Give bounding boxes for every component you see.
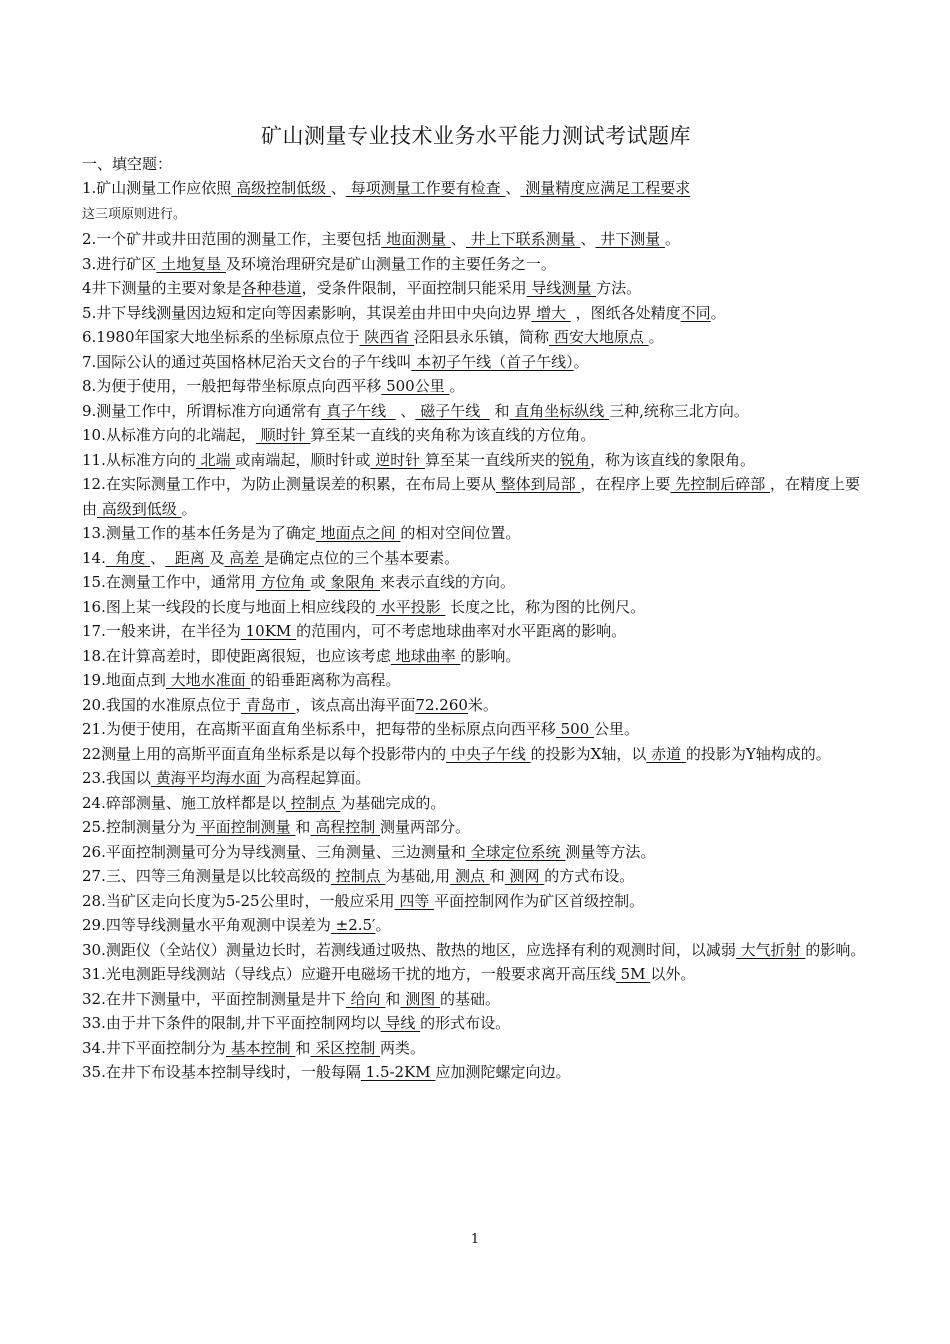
question-text: 32.在井下测量中，平面控制测量是井下 [82, 989, 346, 1008]
page-number: 1 [470, 1232, 480, 1247]
question-item [82, 1011, 870, 1036]
question-text: 是确定点位的三个基本要素。 [264, 548, 460, 567]
answer-blank: 逆时针 [370, 450, 425, 469]
answer-blank: 72.260 [415, 695, 468, 714]
question-text: 。 [573, 352, 589, 371]
answer-blank: 不同 [680, 303, 711, 322]
question-item [82, 913, 870, 938]
question-text: 、 [330, 179, 346, 197]
answer-blank: 赤道 [646, 744, 686, 763]
question-text: 6.1980年国家大地坐标系的坐标原点位于 [82, 328, 360, 346]
question-text: 算至某一直线所夹的 [424, 450, 560, 469]
question-item [82, 399, 870, 424]
section-heading: 一、填空题： [82, 155, 173, 173]
question-text: 或南端起，顺时针或 [235, 450, 371, 469]
question-item [82, 791, 870, 816]
question-text: 1.矿山测量工作应依照 [82, 179, 232, 197]
question-text: 30.测距仪（全站仪）测量边长时，若测线通过吸热、散热的地区，应选择有利的观测时间，以减弱 [82, 940, 736, 959]
question-text: 26.平面控制测量可分为导线测量、三角测量、三边测量和 [82, 842, 466, 861]
answer-blank: 采区控制 [310, 1038, 380, 1057]
question-item [82, 1060, 870, 1085]
question-item [82, 962, 870, 987]
question-text: 35.在井下布设基本控制导线时，一般每隔 [82, 1063, 361, 1081]
answer-blank: 各种巷道 [241, 279, 302, 297]
answer-blank: 黄海平均海水面 [150, 769, 266, 787]
question-text: ，称为该直线的象限角。 [590, 450, 756, 469]
answer-blank: 顺时针 [255, 426, 311, 444]
answer-blank: 角度 [105, 548, 151, 567]
answer-blank: 高程控制 [310, 818, 380, 836]
question-text: 34.井下平面控制分为 [82, 1038, 226, 1057]
answer-blank: 5M [615, 965, 651, 983]
question-text: 17.一般来讲，在半径为 [82, 622, 241, 640]
question-text: 应加测陀螺定向边。 [435, 1063, 571, 1081]
answer-blank: 平面控制测量 [195, 818, 296, 836]
question-text: 16.图上某一线段的长度与地面上相应线段的 [82, 597, 376, 616]
answer-blank: 导线测量 [526, 279, 597, 297]
answer-blank: 高差 [224, 548, 265, 567]
question-text: ，该点高出海平面 [295, 695, 416, 714]
question-text: 。 [710, 303, 726, 322]
answer-blank: 距离 [165, 548, 210, 567]
question-text: 12.在实际测量工作中，为防止测量误差的积累，在布局上要从 [82, 475, 496, 493]
question-text: 20.我国的水准原点位于 [82, 695, 241, 714]
question-text: 和 [385, 989, 401, 1008]
question-text: 、 [450, 230, 466, 248]
answer-blank: 磁子午线 [415, 401, 490, 420]
answer-blank: 方位角 [255, 573, 311, 591]
question-text: 。 [665, 230, 681, 248]
answer-blank: 整体到局部 [495, 475, 581, 493]
question-text: 为基础,用 [385, 867, 451, 885]
answer-blank: 地面点之间 [315, 524, 401, 542]
question-item [82, 521, 870, 546]
answer-blank: 真子午线 [321, 401, 396, 420]
question-text: 的投影为Y轴构成的。 [685, 744, 831, 763]
answer-blank: 北端 [195, 450, 236, 469]
question-text: 的影响。 [460, 646, 521, 665]
question-text: 7.国际公认的通过英国格林尼治天文台的子午线叫 [82, 352, 412, 371]
question-text: 8.为便于使用，一般把每带坐标原点向西平移 [82, 377, 382, 395]
answer-blank: 本初子午线（首子午线） [411, 352, 574, 371]
question-text: 和 [489, 401, 510, 420]
answer-blank: 直角坐标纵线 [509, 401, 610, 420]
question-text: 4井下测量的主要对象是 [82, 279, 242, 297]
question-item [82, 570, 870, 595]
question-text: 19.地面点到 [82, 671, 166, 689]
answer-blank: 西安大地原点 [549, 328, 649, 346]
question-item [82, 717, 870, 742]
answer-blank: 每项测量工作要有检查 [345, 179, 506, 197]
answer-blank: 基本控制 [225, 1038, 296, 1057]
answer-blank: 陕西省 [359, 328, 415, 346]
question-text: 方法。 [596, 279, 642, 297]
question-item [82, 668, 870, 693]
question-text: 测量等方法。 [565, 842, 656, 861]
answer-blank: 土地复垦 [156, 254, 226, 273]
question-text: 的形式布设。 [420, 1014, 511, 1032]
answer-blank: ±2.5′ [330, 916, 376, 934]
question-text: 米。 [467, 695, 498, 714]
question-text: 和 [295, 1038, 311, 1057]
question-text: ，在精度上要由 [82, 475, 860, 518]
question-text: 。 [375, 916, 391, 934]
question-text: 为基础完成的。 [340, 793, 446, 812]
question-text: 24.碎部测量、施工放样都是以 [82, 793, 286, 812]
question-text: 。 [181, 499, 197, 518]
answer-blank: 测网 [504, 867, 545, 885]
question-item [82, 766, 870, 791]
question-text: 泾阳县永乐镇，简称 [414, 328, 550, 346]
question-text: 31.光电测距导线测站（导线点）应避开电磁场干扰的地方，一般要求离开高压线 [82, 965, 616, 983]
question-item [82, 472, 870, 521]
question-item [82, 864, 870, 889]
answer-blank: 水平投影 [375, 597, 446, 616]
question-text: ，在程序上要 [580, 475, 671, 493]
question-item [82, 276, 870, 301]
question-item [82, 889, 870, 914]
question-text: 两类。 [379, 1038, 425, 1057]
question-text: 的方式布设。 [544, 867, 635, 885]
question-text: 29.四等导线测量水平角观测中误差为 [82, 916, 331, 934]
question-text: 为高程起算面。 [265, 769, 371, 787]
question-text: 的铅垂距离称为高程。 [250, 671, 401, 689]
question-text: 来表示直线的方向。 [379, 573, 515, 591]
answer-blank: 测图 [400, 989, 440, 1008]
question-text: 及 [209, 548, 225, 567]
question-text: 的范围内，可不考虑地球曲率对水平距离的影响。 [296, 622, 627, 640]
question-text: 13.测量工作的基本任务是为了确定 [82, 524, 316, 542]
question-text: 的影响。 [805, 940, 866, 959]
question-text: 这三项原则进行。 [82, 206, 187, 222]
answer-blank: 控制点 [330, 867, 386, 885]
answer-blank: 测量精度应满足工程要求 [520, 179, 691, 197]
question-text: 28.当矿区走向长度为5-25公里时，一般应采用 [82, 891, 395, 910]
answer-blank: 导线 [380, 1014, 421, 1032]
question-item [82, 840, 870, 865]
answer-blank: 全球定位系统 [465, 842, 566, 861]
question-text: 33.由于井下条件的限制,井下平面控制网均以 [82, 1014, 381, 1032]
document-page [82, 122, 870, 1085]
question-text: 3.进行矿区 [82, 254, 157, 273]
answer-blank: 大地水准面 [165, 671, 251, 689]
answer-blank: 10KM [240, 622, 297, 640]
question-list [82, 176, 870, 1085]
question-text: 2.一个矿井或井田范围的测量工作，主要包括 [82, 230, 382, 248]
answer-blank: 先控制后碎部 [670, 475, 770, 493]
question-item [82, 448, 870, 473]
question-text: 14. [82, 548, 106, 567]
answer-blank: 1.5-2KM [360, 1063, 436, 1081]
question-item [82, 619, 870, 644]
question-text: 、 [505, 179, 521, 197]
question-text: 、 [580, 230, 596, 248]
question-text: 23.我国以 [82, 769, 151, 787]
question-text: 的基础。 [439, 989, 500, 1008]
question-text: 11.从标准方向的 [82, 450, 196, 469]
question-text: 和 [295, 818, 311, 836]
answer-blank: 四等 [394, 891, 435, 910]
question-text: 、 [150, 548, 166, 567]
answer-blank: 地球曲率 [390, 646, 461, 665]
question-item [82, 644, 870, 669]
question-text: 。 [449, 377, 465, 395]
question-item [82, 595, 870, 620]
answer-blank: 青岛市 [240, 695, 296, 714]
answer-blank: 象限角 [325, 573, 380, 591]
question-text: 以外。 [650, 965, 696, 983]
question-item [82, 987, 870, 1012]
answer-blank: 井上下联系测量 [465, 230, 581, 248]
question-item [82, 815, 870, 840]
question-item [82, 301, 870, 326]
question-text: 27.三、四等三角测量是以比较高级的 [82, 867, 331, 885]
question-text: 25.控制测量分为 [82, 818, 196, 836]
question-item [82, 693, 870, 718]
answer-blank: 测点 [450, 867, 490, 885]
question-text: 10.从标准方向的北端起， [82, 426, 256, 444]
question-item [82, 325, 870, 350]
question-item [82, 742, 870, 767]
question-text: 三种,统称三北方向。 [609, 401, 749, 420]
question-text: ，受条件限制，平面控制只能采用 [301, 279, 527, 297]
answer-blank: 高级控制低级 [231, 179, 331, 197]
question-text: 的投影为X轴，以 [530, 744, 647, 763]
question-item [82, 350, 870, 375]
question-item [82, 227, 870, 252]
answer-blank: 井下测量 [595, 230, 665, 248]
question-text: 。 [648, 328, 664, 346]
question-text: 平面控制网作为矿区首级控制。 [434, 891, 645, 910]
question-text: 9.测量工作中，所谓标准方向通常有 [82, 401, 322, 420]
answer-blank: 增大 [531, 303, 571, 322]
answer-blank: 500公里 [381, 377, 450, 395]
question-text: 及环境治理研究是矿山测量工作的主要任务之一。 [225, 254, 556, 273]
question-item [82, 374, 870, 399]
question-text: 22测量上用的高斯平面直角坐标系是以每个投影带内的 [82, 744, 447, 763]
question-text: 的相对空间位置。 [400, 524, 521, 542]
question-item [82, 546, 870, 571]
question-item [82, 252, 870, 277]
answer-blank: 控制点 [285, 793, 341, 812]
question-text: 测量两部分。 [379, 818, 470, 836]
answer-blank: 锐角 [559, 450, 590, 469]
answer-blank: 中央子午线 [446, 744, 531, 763]
question-text: 18.在计算高差时，即使距离很短，也应该考虑 [82, 646, 391, 665]
question-text: 5.井下导线测量因边短和定向等因素影响，其误差由井田中央向边界 [82, 303, 532, 322]
answer-blank: 高级到低级 [97, 499, 182, 518]
question-text: 或 [310, 573, 326, 591]
answer-blank: 给向 [345, 989, 386, 1008]
question-text: 21.为便于使用，在高斯平面直角坐标系中，把每带的坐标原点向西平移 [82, 720, 556, 738]
question-text: 15.在测量工作中，通常用 [82, 573, 256, 591]
question-text: ，图纸各处精度 [570, 303, 681, 322]
question-text: 公里。 [594, 720, 640, 738]
question-item [82, 423, 870, 448]
answer-blank: 地面测量 [381, 230, 451, 248]
question-text: 和 [489, 867, 505, 885]
question-item [82, 1036, 870, 1061]
answer-blank: 大气折射 [735, 940, 806, 959]
question-text: 算至某一直线的夹角称为该直线的方位角。 [310, 426, 596, 444]
document-title: 矿山测量专业技术业务水平能力测试考试题库 [261, 124, 691, 148]
question-item [82, 176, 870, 227]
question-text: 、 [395, 401, 416, 420]
question-text: 长度之比，称为图的比例尺。 [445, 597, 646, 616]
answer-blank: 500 [555, 720, 595, 738]
question-item [82, 938, 870, 963]
